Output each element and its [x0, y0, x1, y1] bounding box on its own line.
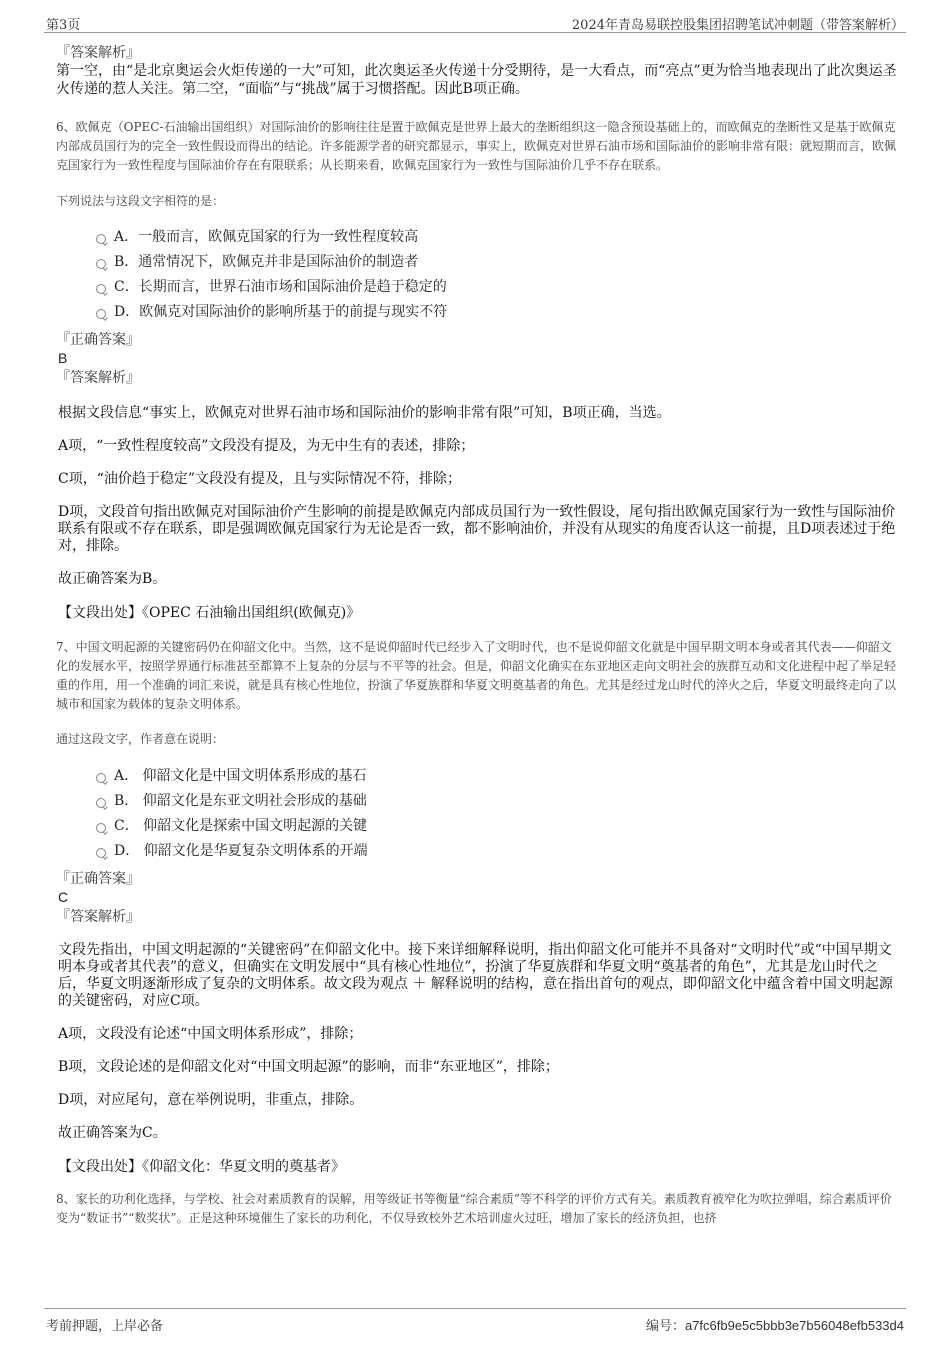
- radio-icon[interactable]: [96, 848, 106, 858]
- q7-source: 【文段出处】《仰韶文化：华夏文明的奠基者》: [58, 1159, 345, 1175]
- option-label: B．通常情况下，欧佩克并非是国际油价的制造者: [114, 254, 419, 270]
- document-title: 2024年青岛易联控股集团招聘笔试冲刺题（带答案解析）: [571, 18, 904, 33]
- document-body: [56, 44, 898, 1228]
- q7-option-a[interactable]: [56, 764, 898, 789]
- q6-analysis-p4: D项，文段首句指出欧佩克对国际油价产生影响的前提是欧佩克内部成员国行为一致性假设，尾句指出欧佩克国家行为一致性与国际油价联系有限或不存在联系，即是强调欧佩克国家行为无论是否一致，都不影响油价，并没有从现实的角度否认这一前提，且D项表述过于绝对，排除。: [58, 504, 896, 554]
- q6-analysis-p5: 故正确答案为B。: [58, 571, 167, 587]
- document-code: [646, 1315, 904, 1334]
- option-label: C．长期而言，世界石油市场和国际油价是趋于稳定的: [114, 279, 447, 295]
- q7-analysis-p5: 故正确答案为C。: [58, 1125, 167, 1141]
- q6-correct-tag: 『正确答案』: [56, 332, 140, 348]
- code-value: a7fc6fb9e5c5bbb3e7b56048efb533d4: [684, 1318, 904, 1333]
- option-label: C． 仰韶文化是探索中国文明起源的关键: [114, 818, 368, 834]
- option-label: D．欧佩克对国际油价的影响所基于的前提与现实不符: [114, 304, 448, 320]
- radio-icon[interactable]: [96, 823, 106, 833]
- prev-analysis-text: 第一空，由“是北京奥运会火炬传递的一大”可知，此次奥运圣火传递十分受期待，是一大看点，而“亮点”更为恰当地表现出了此次奥运圣火传递的惹人关注。第二空，“面临”与“挑战”属于习惯搭配。因此B项正确。: [56, 63, 897, 97]
- radio-icon[interactable]: [96, 259, 106, 269]
- q8-stem: 8、家长的功利化选择，与学校、社会对素质教育的误解，用等级证书等衡量“综合素质”等不科学的评价方式有关。素质教育被窄化为吹拉弹唱，综合素质评价变为“数证书”“数奖状”。正是这种环境催生了家长的功利化，不仅导致校外艺术培训虚火过旺，增加了家长的经济负担，也挤: [56, 1192, 892, 1225]
- page-header: [44, 12, 906, 33]
- q6-analysis-p1: 根据文段信息“事实上，欧佩克对世界石油市场和国际油价的影响非常有限”可知，B项正确，当选。: [58, 405, 671, 421]
- radio-icon[interactable]: [96, 798, 106, 808]
- q7-analysis-tag: 『答案解析』: [56, 909, 140, 925]
- q6-stem: 6、欧佩克（OPEC-石油输出国组织）对国际油价的影响往往是置于欧佩克是世界上最大的垄断组织这一隐含预设基础上的，而欧佩克的垄断性又是基于欧佩克内部成员国行为的完全一致性假设而得出的结论。许多能源学者的研究都显示，事实上，欧佩克对世界石油市场和国际油价的影响非常有限：就短期而言，欧佩克国家行为一致性程度与国际油价存在有限联系；从长期来看，欧佩克国家行为一致性与国际油价几乎不存在联系。: [56, 120, 897, 172]
- q7-option-b[interactable]: [56, 789, 898, 814]
- q7-prompt: 通过这段文字，作者意在说明：: [56, 732, 225, 746]
- q6-correct-answer: B: [58, 350, 68, 366]
- q6-analysis-p3: C项，“油价趋于稳定”文段没有提及，且与实际情况不符，排除；: [58, 471, 462, 487]
- q6-prompt: 下列说法与这段文字相符的是：: [56, 194, 225, 208]
- q7-analysis-p2: A项，文段没有论述“中国文明体系形成”，排除；: [58, 1026, 363, 1042]
- q7-option-d[interactable]: [56, 839, 898, 864]
- q7-stem: 7、中国文明起源的关键密码仍在仰韶文化中。当然，这不是说仰韶时代已经步入了文明时代，也不是说仰韶文化就是中国早期文明本身或者其代表——仰韶文化的发展水平，按照学界通行标准甚至都算不上复杂的分层与不平等的社会。但是，仰韶文化确实在东亚地区走向文明社会的族群互动和文化进程中起了举足轻重的作用，用一个准确的词汇来说，就是具有核心性地位，扮演了华夏族群和华夏文明奠基者的角色。尤其是经过龙山时代的淬火之后，华夏文明最终走向了以城市和国家为载体的复杂文明体系。: [56, 640, 897, 711]
- option-label: A． 仰韶文化是中国文明体系形成的基石: [114, 768, 367, 784]
- q6-analysis-p2: A项，“一致性程度较高”文段没有提及，为无中生有的表述，排除；: [58, 438, 475, 454]
- q6-source: 【文段出处】《OPEC 石油输出国组织(欧佩克)》: [58, 605, 361, 621]
- q7-correct-tag: 『正确答案』: [56, 871, 140, 887]
- q6-option-a[interactable]: [56, 225, 898, 250]
- footer-slogan: 考前押题，上岸必备: [46, 1319, 164, 1334]
- radio-icon[interactable]: [96, 234, 106, 244]
- q7-options: [56, 764, 898, 864]
- radio-icon[interactable]: [96, 284, 106, 294]
- prev-analysis-tag: 『答案解析』: [56, 45, 140, 61]
- option-label: A．一般而言，欧佩克国家的行为一致性程度较高: [114, 229, 419, 245]
- code-label: 编号：: [645, 1318, 685, 1333]
- radio-icon[interactable]: [96, 773, 106, 783]
- q7-analysis-p4: D项，对应尾句，意在举例说明，非重点，排除。: [58, 1092, 364, 1108]
- q7-analysis-p3: B项，文段论述的是仰韶文化对“中国文明起源”的影响，而非“东亚地区”，排除；: [58, 1059, 559, 1075]
- radio-icon[interactable]: [96, 309, 106, 319]
- q6-option-d[interactable]: [56, 300, 898, 325]
- q6-analysis-tag: 『答案解析』: [56, 370, 140, 386]
- option-label: D． 仰韶文化是华夏复杂文明体系的开端: [114, 843, 368, 859]
- q6-option-c[interactable]: [56, 275, 898, 300]
- q7-correct-answer: C: [58, 889, 69, 905]
- q6-option-b[interactable]: [56, 250, 898, 275]
- q7-option-c[interactable]: [56, 814, 898, 839]
- q6-options: [56, 225, 898, 325]
- page-number: 第3页: [46, 18, 81, 33]
- page-footer: [44, 1308, 906, 1333]
- option-label: B． 仰韶文化是东亚文明社会形成的基础: [114, 793, 367, 809]
- q7-analysis-p1: 文段先指出，中国文明起源的“关键密码”在仰韶文化中。接下来详细解释说明，指出仰韶文化可能并不具备对“文明时代”或“中国早期文明本身或者其代表”的意义，但确实在文明发展中“具有核心性地位”，扮演了华夏族群和华夏文明“奠基者的角色”，尤其是龙山时代之后，华夏文明逐渐形成了复杂的文明体系。故文段为观点 ＋ 解释说明的结构，意在指出首句的观点，即仰韶文化中蕴含着中国文明起源的关键密码，对应C项。: [58, 942, 893, 1009]
